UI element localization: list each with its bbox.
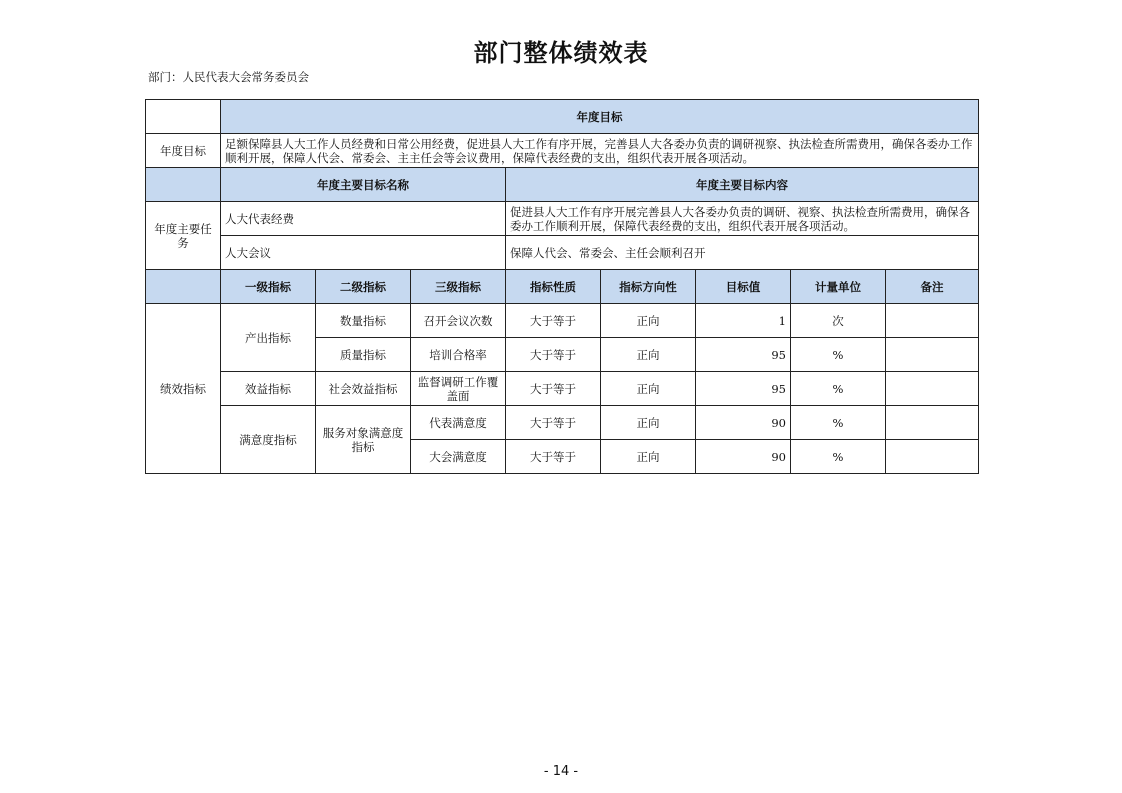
page-title: 部门整体绩效表: [473, 39, 649, 67]
indicator-nature: 大于等于: [506, 304, 601, 338]
indicator-unit: %: [791, 338, 886, 372]
level3-cell: 服务对象满意度指标: [316, 406, 411, 474]
indicator-note: [886, 304, 979, 338]
performance-table: [145, 99, 979, 474]
task-content: 保障人代会、常委会、主任会顺利召开: [506, 236, 979, 270]
indicator-unit: %: [791, 372, 886, 406]
indicator-nature: 大于等于: [506, 372, 601, 406]
task-content: 促进县人大工作有序开展完善县人大各委办负责的调研、视察、执法检查所需费用，确保各委办工作顺利开展，保障代表经费的支出，组织代表开展各项活动。: [506, 202, 979, 236]
indicator-direction: 正向: [601, 372, 696, 406]
task-name-header: 年度主要目标名称: [221, 168, 506, 202]
indicator-value: 90: [696, 440, 791, 474]
indicator-row: [146, 372, 979, 406]
indicator-name: 监督调研工作覆盖面: [411, 372, 506, 406]
indicator-value: 95: [696, 338, 791, 372]
indicator-unit: %: [791, 440, 886, 474]
header-target-value: 目标值: [696, 270, 791, 304]
indicator-row: [146, 304, 979, 338]
header-note: 备注: [886, 270, 979, 304]
indicator-name: 大会满意度: [411, 440, 506, 474]
indicator-nature: 大于等于: [506, 406, 601, 440]
indicator-name: 培训合格率: [411, 338, 506, 372]
level3-cell: 数量指标: [316, 304, 411, 338]
indicator-name: 代表满意度: [411, 406, 506, 440]
corner-cell: [146, 100, 221, 134]
indicator-direction: 正向: [601, 338, 696, 372]
indicator-name: 召开会议次数: [411, 304, 506, 338]
indicator-direction: 正向: [601, 406, 696, 440]
level2-cell: 产出指标: [221, 304, 316, 372]
annual-goal-header: 年度目标: [221, 100, 979, 134]
indicator-nature: 大于等于: [506, 440, 601, 474]
indicator-value: 90: [696, 406, 791, 440]
indicator-unit: 次: [791, 304, 886, 338]
indicator-row: [146, 406, 979, 440]
department-label: 部门：人民代表大会常务委员会: [148, 70, 309, 84]
indicator-nature: 大于等于: [506, 338, 601, 372]
level2-cell: 满意度指标: [221, 406, 316, 474]
indicator-note: [886, 440, 979, 474]
annual-goal-label: 年度目标: [146, 134, 221, 168]
indicator-value: 95: [696, 372, 791, 406]
header-level2: 二级指标: [316, 270, 411, 304]
indicator-note: [886, 372, 979, 406]
tasks-header-spacer: [146, 168, 221, 202]
level1-label: 绩效指标: [146, 304, 221, 474]
header-level1: 一级指标: [221, 270, 316, 304]
header-unit: 计量单位: [791, 270, 886, 304]
level3-cell: 社会效益指标: [316, 372, 411, 406]
header-level3: 三级指标: [411, 270, 506, 304]
header-direction: 指标方向性: [601, 270, 696, 304]
indicator-direction: 正向: [601, 440, 696, 474]
indicator-direction: 正向: [601, 304, 696, 338]
page-number: - 14 -: [543, 764, 579, 779]
indicator-note: [886, 406, 979, 440]
tasks-label: 年度主要任务: [146, 202, 221, 270]
task-row: [146, 202, 979, 236]
annual-goal-row: [146, 134, 979, 168]
task-name: 人大会议: [221, 236, 506, 270]
task-name: 人大代表经费: [221, 202, 506, 236]
task-row: [146, 236, 979, 270]
indicator-header-row: [146, 270, 979, 304]
annual-goal-text: 足额保障县人大工作人员经费和日常公用经费，促进县人大工作有序开展，完善县人大各委办负责的调研视察、执法检查所需费用，确保各委办工作顺利开展，保障人代会、常委会、主主任会等会议费用，保障代表经费的支出，组织代表开展各项活动。: [221, 134, 979, 168]
indicator-note: [886, 338, 979, 372]
task-content-header: 年度主要目标内容: [506, 168, 979, 202]
header-nature: 指标性质: [506, 270, 601, 304]
indicator-unit: %: [791, 406, 886, 440]
indicator-value: 1: [696, 304, 791, 338]
tasks-header-row: [146, 168, 979, 202]
level2-cell: 效益指标: [221, 372, 316, 406]
indicator-header-spacer: [146, 270, 221, 304]
annual-goal-header-row: [146, 100, 979, 134]
level3-cell: 质量指标: [316, 338, 411, 372]
